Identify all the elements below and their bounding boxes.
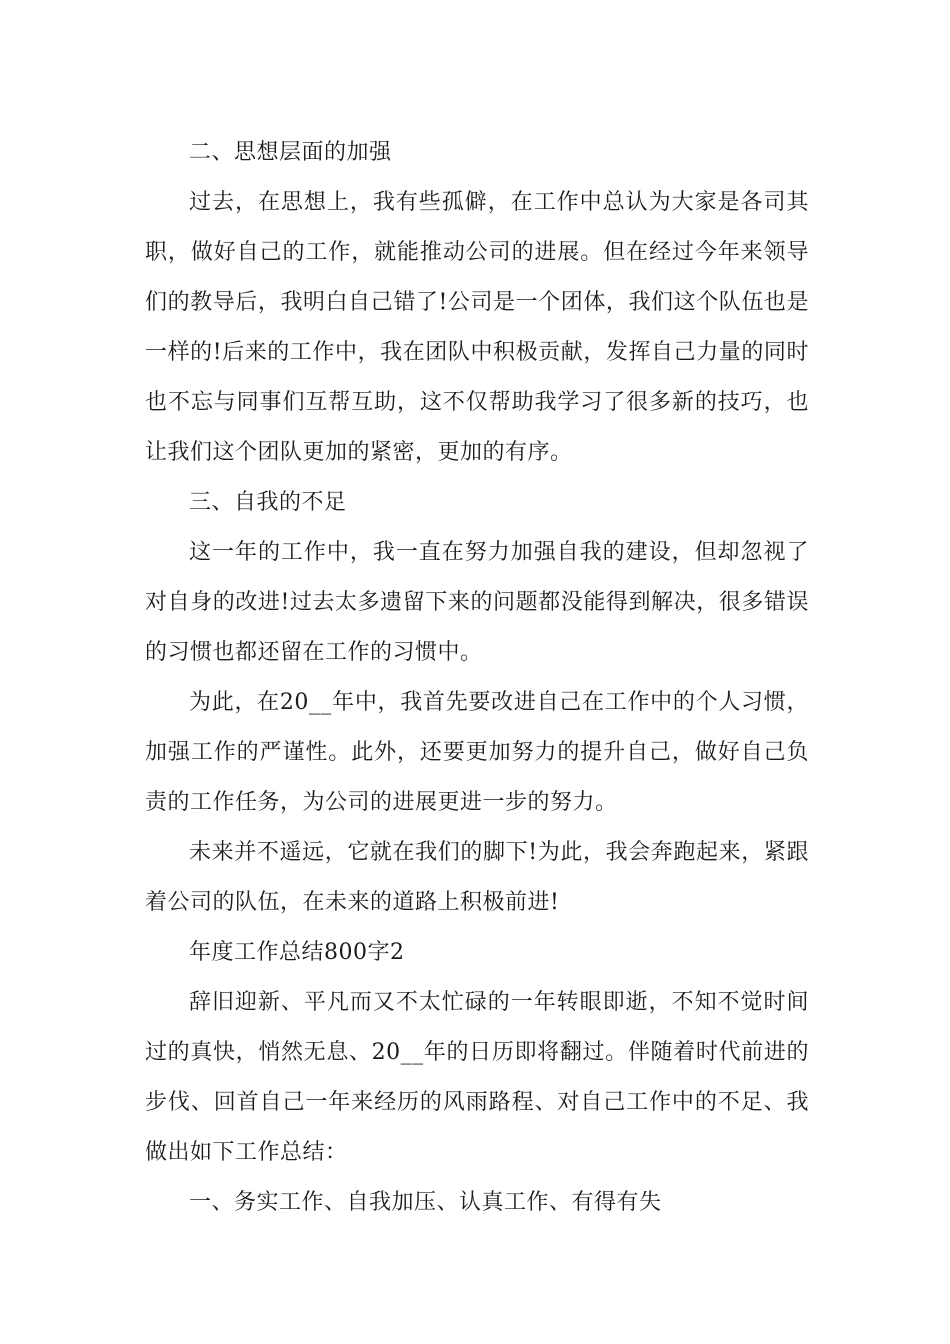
article-title-2: 年度工作总结800字2 bbox=[189, 940, 405, 965]
document-page bbox=[145, 128, 809, 1228]
paragraph-intro-2: 辞旧迎新、平凡而又不太忙碌的一年转眼即逝，不知不觉时间过的真快，悄然无息、20__年的日历即将翻过。伴随着时代前进的步伐、回首自己一年来经历的风雨路程、对自己工作中的不足、我做出如下工作总结： bbox=[145, 990, 809, 1165]
section-heading-thought: 二、思想层面的加强 bbox=[189, 140, 392, 165]
paragraph-future: 未来并不遥远，它就在我们的脚下!为此，我会奔跑起来，紧跟着公司的队伍，在未来的道路上积极前进! bbox=[145, 840, 809, 915]
paragraph-thought-body: 过去，在思想上，我有些孤僻，在工作中总认为大家是各司其职，做好自己的工作，就能推动公司的进展。但在经过今年来领导们的教导后，我明白自己错了!公司是一个团体，我们这个队伍也是一样的!后来的工作中，我在团队中积极贡献，发挥自己力量的同时也不忘与同事们互帮互助，这不仅帮助我学习了很多新的技巧，也让我们这个团队更加的紧密，更加的有序。 bbox=[145, 190, 809, 465]
paragraph-shortcomings-body: 这一年的工作中，我一直在努力加强自我的建设，但却忽视了对自身的改进!过去太多遗留下来的问题都没能得到解决，很多错误的习惯也都还留在工作的习惯中。 bbox=[145, 540, 809, 665]
section-heading-pragmatic-work: 一、务实工作、自我加压、认真工作、有得有失 bbox=[189, 1190, 662, 1215]
section-heading-shortcomings: 三、自我的不足 bbox=[189, 490, 347, 515]
paragraph-improvement-plan: 为此，在20__年中，我首先要改进自己在工作中的个人习惯，加强工作的严谨性。此外，还要更加努力的提升自己，做好自己负责的工作任务，为公司的进展更进一步的努力。 bbox=[145, 690, 809, 815]
